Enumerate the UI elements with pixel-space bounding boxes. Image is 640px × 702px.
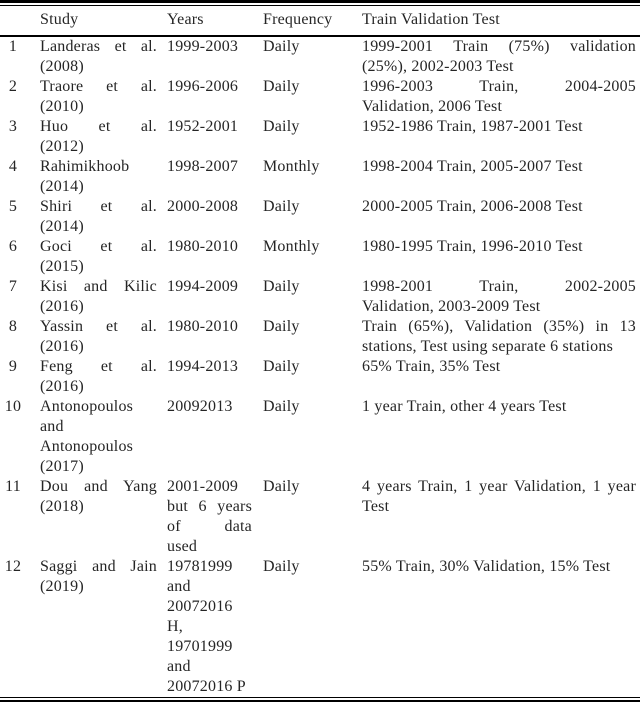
cell-years	[167, 477, 263, 557]
cell-line: Landeras et al.	[40, 37, 157, 55]
cell-line: 9	[8, 357, 18, 375]
cell-frequency	[263, 317, 362, 337]
cell-line: Daily	[263, 37, 300, 55]
cell-line: Daily	[263, 317, 300, 335]
table-row	[0, 117, 640, 157]
cell-line: 1998-2001 Train, 2002-2005	[362, 277, 636, 295]
cell-train-validation-test	[362, 277, 640, 317]
table-header-row	[0, 6, 640, 35]
cell-line: 11	[5, 477, 21, 495]
cell-line: Monthly	[263, 157, 320, 175]
cell-line: 3	[8, 117, 18, 135]
cell-row-number	[0, 557, 40, 577]
table-row	[0, 277, 640, 317]
cell-study	[40, 77, 167, 117]
cell-line: Antonopoulos	[40, 397, 134, 415]
cell-row-number	[0, 37, 40, 57]
cell-line: Daily	[263, 77, 300, 95]
table-row	[0, 237, 640, 277]
cell-line: Shiri et al.	[40, 197, 157, 215]
cell-frequency	[263, 277, 362, 297]
cell-line: 1980-2010	[167, 237, 239, 255]
cell-line: Daily	[263, 357, 300, 375]
table-row	[0, 157, 640, 197]
cell-train-validation-test	[362, 37, 640, 77]
cell-line: (2008)	[40, 57, 84, 75]
cell-years	[167, 37, 263, 57]
cell-line: 10	[4, 397, 22, 415]
cell-line: 6	[8, 237, 18, 255]
cell-line: Monthly	[263, 237, 320, 255]
cell-line: stations, Test using separate 6 stations	[362, 337, 613, 355]
cell-row-number	[0, 77, 40, 97]
cell-line: 1980-1995 Train, 1996-2010 Test	[362, 237, 583, 255]
cell-line: 8	[8, 317, 18, 335]
cell-years	[167, 157, 263, 177]
cell-line: 1952-1986 Train, 1987-2001 Test	[362, 117, 583, 135]
cell-line: 1998-2007	[167, 157, 239, 175]
cell-line: Rahimikhoob	[40, 157, 130, 175]
cell-study	[40, 117, 167, 157]
cell-line: (2016)	[40, 377, 84, 395]
cell-line: 20072016	[167, 597, 233, 615]
cell-line: 19781999	[167, 557, 233, 575]
cell-train-validation-test	[362, 77, 640, 117]
table-row	[0, 37, 640, 77]
cell-frequency	[263, 77, 362, 97]
cell-years	[167, 357, 263, 377]
cell-years	[167, 197, 263, 217]
cell-line: Huo et al.	[40, 117, 157, 135]
cell-line: 1994-2009	[167, 277, 239, 295]
header-label-train-validation-test: Train Validation Test	[362, 11, 500, 28]
cell-study	[40, 477, 167, 517]
header-label-frequency: Frequency	[263, 11, 333, 28]
cell-line: Daily	[263, 117, 300, 135]
cell-line: Goci et al.	[40, 237, 157, 255]
cell-line: 5	[8, 197, 18, 215]
cell-line: 4	[8, 157, 18, 175]
header-label-study: Study	[40, 11, 79, 28]
cell-line: Validation, 2003-2009 Test	[362, 297, 541, 315]
cell-study	[40, 397, 167, 477]
cell-study	[40, 277, 167, 317]
cell-line: 55% Train, 30% Validation, 15% Test	[362, 557, 611, 575]
cell-line: (2014)	[40, 217, 84, 235]
cell-study	[40, 157, 167, 197]
cell-row-number	[0, 317, 40, 337]
cell-train-validation-test	[362, 397, 640, 417]
table-body	[0, 37, 640, 697]
cell-frequency	[263, 157, 362, 177]
cell-frequency	[263, 117, 362, 137]
cell-line: (2012)	[40, 137, 84, 155]
header-label-years: Years	[167, 11, 204, 28]
cell-train-validation-test	[362, 477, 640, 517]
cell-line: 12	[4, 557, 22, 575]
cell-line: 2000-2008	[167, 197, 239, 215]
header-cell-train-validation-test	[362, 10, 640, 30]
cell-train-validation-test	[362, 557, 640, 577]
cell-train-validation-test	[362, 117, 640, 137]
header-cell-frequency	[263, 10, 362, 30]
cell-line: of data	[167, 517, 252, 535]
cell-line: used	[167, 537, 198, 555]
cell-train-validation-test	[362, 237, 640, 257]
cell-years	[167, 557, 263, 697]
cell-line: 1999-2003	[167, 37, 239, 55]
table-row	[0, 557, 640, 697]
cell-line: Antonopoulos	[40, 437, 134, 455]
cell-line: (2019)	[40, 577, 84, 595]
cell-frequency	[263, 397, 362, 417]
cell-line: (2017)	[40, 457, 84, 475]
cell-frequency	[263, 237, 362, 257]
cell-line: Train (65%), Validation (35%) in 13	[362, 317, 636, 335]
cell-frequency	[263, 37, 362, 57]
cell-years	[167, 397, 263, 417]
cell-line: (2015)	[40, 257, 84, 275]
cell-study	[40, 237, 167, 277]
table-row	[0, 317, 640, 357]
table-row	[0, 357, 640, 397]
cell-line: 2001-2009	[167, 477, 239, 495]
cell-line: Traore et al.	[40, 77, 157, 95]
cell-line: 1999-2001 Train (75%) validation	[362, 37, 636, 55]
cell-row-number	[0, 197, 40, 217]
cell-frequency	[263, 197, 362, 217]
cell-line: 1980-2010	[167, 317, 239, 335]
cell-line: 1994-2013	[167, 357, 239, 375]
cell-train-validation-test	[362, 357, 640, 377]
header-cell-years	[167, 10, 263, 30]
cell-line: and	[167, 657, 191, 675]
cell-line: Kisi and Kilic	[40, 277, 157, 295]
cell-line: 65% Train, 35% Test	[362, 357, 501, 375]
cell-line: 1952-2001	[167, 117, 239, 135]
cell-line: Daily	[263, 197, 300, 215]
cell-years	[167, 77, 263, 97]
cell-line: Daily	[263, 397, 300, 415]
cell-row-number	[0, 357, 40, 377]
cell-line: 4 years Train, 1 year Validation, 1 year	[362, 477, 636, 495]
cell-line: (2018)	[40, 497, 84, 515]
cell-line: (2014)	[40, 177, 84, 195]
cell-line: 20072016 P	[167, 677, 246, 695]
cell-frequency	[263, 557, 362, 577]
cell-train-validation-test	[362, 317, 640, 357]
cell-years	[167, 117, 263, 137]
cell-frequency	[263, 477, 362, 497]
cell-train-validation-test	[362, 197, 640, 217]
cell-line: (25%), 2002-2003 Test	[362, 57, 514, 75]
cell-line: 1	[8, 37, 18, 55]
cell-line: and	[167, 577, 191, 595]
cell-study	[40, 317, 167, 357]
cell-study	[40, 37, 167, 77]
cell-line: 20092013	[167, 397, 233, 415]
table-row	[0, 197, 640, 237]
cell-line: 2000-2005 Train, 2006-2008 Test	[362, 197, 583, 215]
cell-study	[40, 557, 167, 597]
cell-row-number	[0, 157, 40, 177]
cell-line: Dou and Yang	[40, 477, 157, 495]
cell-row-number	[0, 117, 40, 137]
cell-study	[40, 197, 167, 237]
cell-line: (2016)	[40, 337, 84, 355]
cell-line: Validation, 2006 Test	[362, 97, 503, 115]
cell-line: 1 year Train, other 4 years Test	[362, 397, 567, 415]
table-row	[0, 397, 640, 477]
cell-line: 1996-2003 Train, 2004-2005	[362, 77, 636, 95]
cell-line: Yassin et al.	[40, 317, 157, 335]
cell-study	[40, 357, 167, 397]
cell-line: H,	[167, 617, 183, 635]
cell-train-validation-test	[362, 157, 640, 177]
cell-line: and	[40, 417, 64, 435]
cell-line: 2	[8, 77, 18, 95]
cell-row-number	[0, 277, 40, 297]
cell-line: Daily	[263, 277, 300, 295]
cell-line: 1998-2004 Train, 2005-2007 Test	[362, 157, 583, 175]
cell-line: Saggi and Jain	[40, 557, 157, 575]
cell-row-number	[0, 477, 40, 497]
cell-years	[167, 237, 263, 257]
table-row	[0, 477, 640, 557]
cell-frequency	[263, 357, 362, 377]
cell-line: (2010)	[40, 97, 84, 115]
cell-row-number	[0, 397, 40, 417]
cell-line: Test	[362, 497, 390, 515]
cell-line: 1996-2006	[167, 77, 239, 95]
cell-line: (2016)	[40, 297, 84, 315]
cell-years	[167, 317, 263, 337]
table-row	[0, 77, 640, 117]
cell-line: Feng et al.	[40, 357, 157, 375]
cell-line: but 6 years	[167, 497, 252, 515]
cell-row-number	[0, 237, 40, 257]
header-cell-study	[40, 10, 167, 30]
cell-years	[167, 277, 263, 297]
cell-line: Daily	[263, 557, 300, 575]
cell-line: 19701999	[167, 637, 233, 655]
cell-line: Daily	[263, 477, 300, 495]
cell-line: 7	[8, 277, 18, 295]
